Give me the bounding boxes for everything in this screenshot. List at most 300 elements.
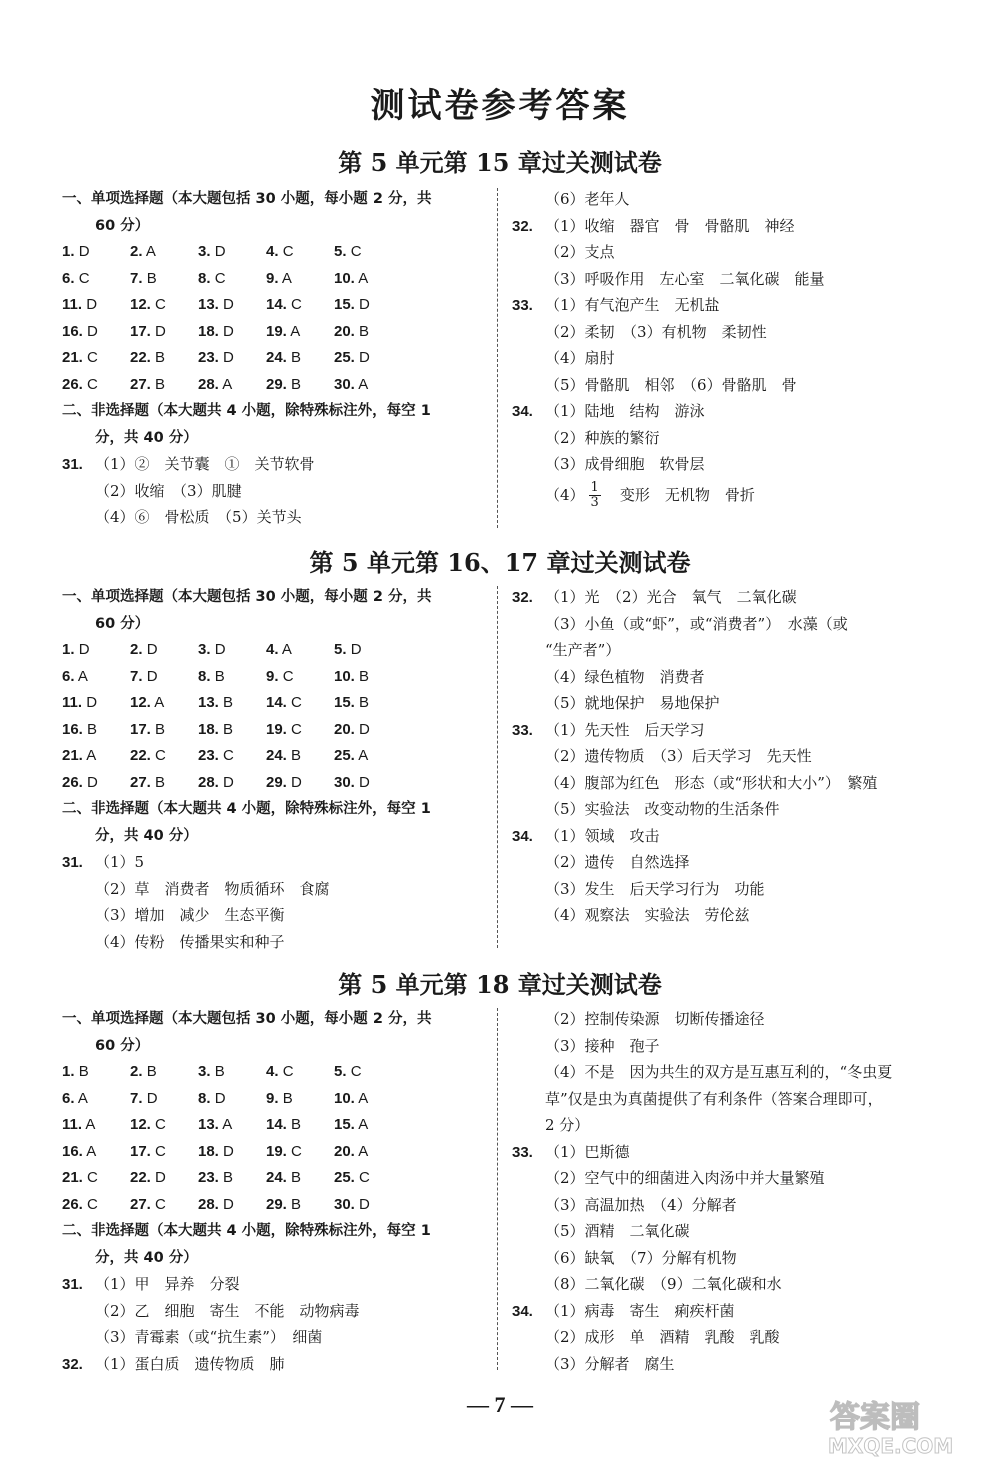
mc-question-number: 29. bbox=[266, 1195, 287, 1213]
question-number: 31. bbox=[62, 854, 83, 871]
mc-choice: B bbox=[291, 349, 302, 366]
answer-line bbox=[512, 637, 952, 664]
mc-question-number: 17. bbox=[130, 1142, 151, 1160]
mc-question-number: 3. bbox=[198, 243, 211, 260]
column-divider bbox=[497, 188, 498, 528]
mc-question-number: 29. bbox=[266, 375, 287, 393]
answer-text: （4）传粉 传播果实和种子 bbox=[95, 932, 285, 951]
mc-answer bbox=[62, 743, 130, 770]
mc-answer bbox=[198, 1192, 266, 1219]
mc-answer bbox=[130, 664, 198, 691]
mc-choice: C bbox=[282, 1063, 294, 1080]
mc-question-number: 17. bbox=[130, 720, 151, 738]
answer-line bbox=[512, 239, 952, 266]
mc-question-number: 8. bbox=[198, 1089, 211, 1107]
answer-line bbox=[62, 1351, 492, 1378]
mc-answer bbox=[266, 345, 334, 372]
answer-text: （2）乙 细胞 寄生 不能 动物病毒 bbox=[95, 1301, 360, 1320]
mc-choice: B bbox=[87, 720, 98, 738]
mc-answer bbox=[198, 690, 266, 717]
mc-answer bbox=[266, 319, 334, 346]
mc-question-number: 1. bbox=[62, 1063, 75, 1080]
mc-choice: C bbox=[214, 269, 226, 287]
mc-choice: B bbox=[146, 269, 157, 287]
mc-choice: D bbox=[223, 773, 234, 791]
mc-answer bbox=[266, 743, 334, 770]
mc-choice: D bbox=[155, 322, 166, 340]
mc-answer bbox=[198, 1112, 266, 1139]
mc-choice: A bbox=[77, 1089, 88, 1107]
mc-choice: B bbox=[291, 1116, 302, 1133]
mc-choice: D bbox=[359, 296, 370, 313]
mc-choice: C bbox=[350, 1063, 362, 1080]
mc-question-number: 6. bbox=[62, 269, 75, 287]
mc-choice: B bbox=[282, 1089, 293, 1107]
mc-choice: C bbox=[291, 720, 302, 738]
mc-answer bbox=[62, 266, 130, 293]
answer-text: （3）成骨细胞 软骨层 bbox=[545, 455, 705, 473]
mc-answer bbox=[198, 770, 266, 797]
mc-choice: D bbox=[86, 296, 98, 313]
mc-answer bbox=[198, 292, 266, 319]
mc-answer bbox=[334, 637, 402, 664]
answer-line bbox=[62, 1298, 492, 1325]
answer-text: （2）柔韧 （3）有机物 柔韧性 bbox=[545, 322, 767, 341]
mc-choice: C bbox=[87, 1195, 98, 1213]
mc-question-number: 10. bbox=[334, 667, 355, 685]
question-number: 32. bbox=[512, 217, 533, 235]
mc-choice: D bbox=[359, 349, 370, 366]
page-title: 测试卷参考答案 bbox=[370, 86, 630, 126]
mc-choice: D bbox=[223, 1195, 234, 1213]
mc-question-number: 15. bbox=[334, 296, 355, 313]
answer-text: （8）二氧化碳 （9）二氧化碳和水 bbox=[545, 1275, 782, 1293]
answer-line bbox=[512, 1139, 952, 1166]
answer-line bbox=[512, 398, 952, 425]
mc-question-number: 22. bbox=[130, 1169, 151, 1186]
mc-choice: C bbox=[291, 296, 302, 313]
mc-answer bbox=[334, 292, 402, 319]
answer-line bbox=[512, 690, 952, 717]
section-right-column bbox=[512, 584, 952, 929]
mc-choice: B bbox=[214, 1063, 225, 1080]
mc-answer-row bbox=[62, 292, 492, 319]
mc-choice: D bbox=[350, 641, 362, 658]
mc-question-number: 8. bbox=[198, 269, 211, 287]
mc-choice: C bbox=[291, 1142, 302, 1160]
answer-line bbox=[512, 1165, 952, 1192]
mc-question-number: 15. bbox=[334, 1116, 355, 1133]
mc-question-number: 19. bbox=[266, 322, 287, 340]
mc-header: 60 分） bbox=[95, 615, 150, 632]
mc-answer bbox=[198, 266, 266, 293]
mc-answer bbox=[130, 345, 198, 372]
mc-question-number: 2. bbox=[130, 1063, 143, 1080]
column-divider bbox=[497, 586, 498, 948]
mc-choice: B bbox=[214, 667, 225, 685]
non-mc-header: 分，共 40 分） bbox=[95, 429, 198, 446]
section-left-column bbox=[62, 584, 492, 955]
mc-question-number: 27. bbox=[130, 375, 151, 393]
answer-text: （5）酒精 二氧化碳 bbox=[545, 1222, 690, 1240]
mc-choice: D bbox=[146, 1089, 158, 1107]
mc-answer bbox=[130, 239, 198, 266]
answer-text: （3）小鱼（或“虾”，或“消费者”） 水藻（或 bbox=[545, 614, 848, 633]
mc-answer bbox=[198, 1139, 266, 1166]
mc-answer-row bbox=[62, 372, 492, 399]
non-mc-header: 二、非选择题（本大题共 4 小题，除特殊标注外，每空 1 bbox=[62, 1223, 431, 1239]
mc-answer bbox=[198, 239, 266, 266]
mc-answer bbox=[266, 1165, 334, 1192]
mc-answer bbox=[62, 770, 130, 797]
mc-choice: A bbox=[77, 667, 88, 685]
mc-choice: D bbox=[146, 667, 158, 685]
mc-answer bbox=[334, 770, 402, 797]
watermark-url: MXQE.COM bbox=[828, 1434, 954, 1457]
mc-choice: A bbox=[281, 641, 292, 658]
question-number: 33. bbox=[512, 1143, 533, 1161]
mc-question-number: 24. bbox=[266, 1169, 287, 1186]
mc-question-number: 12. bbox=[130, 694, 151, 711]
mc-answer bbox=[198, 743, 266, 770]
mc-choice: D bbox=[291, 773, 302, 791]
answer-text: （5）实验法 改变动物的生活条件 bbox=[545, 800, 780, 818]
answer-line bbox=[512, 451, 952, 478]
answer-line bbox=[512, 796, 952, 823]
mc-question-number: 2. bbox=[130, 243, 143, 260]
answer-line bbox=[512, 849, 952, 876]
answer-text: （1）蛋白质 遗传物质 肺 bbox=[95, 1354, 285, 1373]
mc-answer bbox=[266, 292, 334, 319]
mc-question-number: 13. bbox=[198, 1116, 219, 1133]
mc-choice: C bbox=[291, 694, 302, 711]
mc-answer-row bbox=[62, 1112, 492, 1139]
mc-answer bbox=[130, 743, 198, 770]
answer-text: （3）发生 后天学习行为 功能 bbox=[545, 879, 765, 898]
mc-answer bbox=[130, 1086, 198, 1113]
mc-answer bbox=[198, 664, 266, 691]
mc-answer-row bbox=[62, 1165, 492, 1192]
answer-text: （3）分解者 腐生 bbox=[545, 1354, 675, 1373]
mc-answer bbox=[130, 319, 198, 346]
answer-text: （6）缺氧 （7）分解有机物 bbox=[545, 1248, 737, 1267]
mc-question-number: 10. bbox=[334, 1089, 355, 1107]
answer-text: （4）不是 因为共生的双方是互惠互利的，“冬虫夏 bbox=[545, 1063, 893, 1081]
answer-line bbox=[512, 372, 952, 399]
non-mc-header: 分，共 40 分） bbox=[95, 827, 198, 844]
answer-text: （5）骨骼肌 相邻 （6）骨骼肌 骨 bbox=[545, 375, 797, 394]
answer-line bbox=[512, 823, 952, 850]
mc-answer bbox=[334, 345, 402, 372]
answer-text: （2）种族的繁衍 bbox=[545, 428, 660, 447]
mc-question-number: 30. bbox=[334, 375, 355, 393]
answer-text: （4）观察法 实验法 劳伦兹 bbox=[545, 906, 750, 924]
mc-answer bbox=[198, 1059, 266, 1086]
mc-choice: A bbox=[85, 1116, 96, 1133]
mc-answer bbox=[266, 1139, 334, 1166]
mc-answer bbox=[62, 1192, 130, 1219]
answer-text: （1）光 （2）光合 氧气 二氧化碳 bbox=[545, 588, 797, 606]
mc-choice: D bbox=[223, 296, 234, 313]
answer-text: （4）⑥ 骨松质 （5）关节头 bbox=[95, 508, 302, 526]
mc-question-number: 25. bbox=[334, 747, 355, 764]
mc-question-number: 6. bbox=[62, 667, 75, 685]
mc-question-number: 1. bbox=[62, 641, 75, 658]
mc-question-number: 9. bbox=[266, 269, 279, 287]
mc-choice: D bbox=[223, 1142, 234, 1160]
mc-question-number: 7. bbox=[130, 667, 143, 685]
mc-question-number: 26. bbox=[62, 1195, 83, 1213]
answer-line bbox=[62, 849, 492, 876]
answer-text: （2）遗传物质 （3）后天学习 先天性 bbox=[545, 747, 812, 765]
mc-answer bbox=[198, 372, 266, 399]
answer-text: （2）空气中的细菌进入肉汤中并大量繁殖 bbox=[545, 1169, 825, 1187]
mc-choice: A bbox=[222, 375, 233, 393]
mc-question-number: 15. bbox=[334, 694, 355, 711]
answer-line bbox=[512, 1006, 952, 1033]
mc-header: 一、单项选择题（本大题包括 30 小题，每小题 2 分，共 bbox=[62, 1011, 432, 1027]
answer-line bbox=[512, 611, 952, 638]
mc-answer bbox=[334, 319, 402, 346]
question-number: 33. bbox=[512, 721, 533, 739]
mc-question-number: 5. bbox=[334, 641, 347, 658]
mc-choice: D bbox=[78, 243, 90, 260]
mc-choice: B bbox=[155, 349, 166, 366]
mc-choice: B bbox=[291, 747, 302, 764]
answer-line bbox=[512, 478, 952, 514]
answer-text: （4） bbox=[545, 486, 585, 505]
mc-answer-row bbox=[62, 717, 492, 744]
mc-question-number: 17. bbox=[130, 322, 151, 340]
mc-header: 60 分） bbox=[95, 217, 150, 234]
mc-answer bbox=[62, 690, 130, 717]
answer-line bbox=[512, 1271, 952, 1298]
mc-question-number: 9. bbox=[266, 1089, 279, 1107]
section-title: 第 5 单元第 18 章过关测试卷 bbox=[338, 970, 662, 999]
mc-choice: B bbox=[359, 667, 370, 685]
mc-question-number: 14. bbox=[266, 296, 287, 313]
mc-choice: C bbox=[359, 1169, 370, 1186]
mc-choice: C bbox=[78, 269, 90, 287]
mc-choice: C bbox=[223, 747, 234, 764]
answer-text: （1）巴斯德 bbox=[545, 1142, 630, 1161]
mc-choice: C bbox=[87, 1169, 98, 1186]
mc-question-number: 23. bbox=[198, 1169, 219, 1186]
mc-question-number: 12. bbox=[130, 1116, 151, 1133]
answer-text: “生产者”） bbox=[545, 641, 621, 659]
answer-line bbox=[512, 1245, 952, 1272]
mc-answer bbox=[130, 690, 198, 717]
answer-text: （2）草 消费者 物质循环 食腐 bbox=[95, 879, 330, 898]
mc-question-number: 13. bbox=[198, 296, 219, 313]
watermark-logo bbox=[820, 1395, 995, 1457]
answer-line bbox=[512, 1351, 952, 1378]
mc-answer bbox=[266, 266, 334, 293]
mc-answer bbox=[334, 664, 402, 691]
mc-choice: B bbox=[223, 1169, 234, 1186]
mc-question-number: 7. bbox=[130, 1089, 143, 1107]
mc-answer bbox=[266, 637, 334, 664]
answer-line bbox=[512, 319, 952, 346]
non-mc-header: 二、非选择题（本大题共 4 小题，除特殊标注外，每空 1 bbox=[62, 801, 431, 817]
answer-text: 变形 无机物 骨折 bbox=[604, 486, 755, 505]
mc-answer bbox=[198, 637, 266, 664]
answer-text: （1）② 关节囊 ① 关节软骨 bbox=[95, 455, 315, 473]
answer-text: （2）支点 bbox=[545, 243, 615, 261]
question-number: 32. bbox=[62, 1355, 83, 1373]
mc-question-number: 10. bbox=[334, 269, 355, 287]
answer-line bbox=[512, 584, 952, 611]
mc-question-number: 3. bbox=[198, 641, 211, 658]
question-number: 34. bbox=[512, 403, 533, 420]
mc-choice: D bbox=[78, 641, 90, 658]
mc-answer-row bbox=[62, 266, 492, 293]
mc-question-number: 28. bbox=[198, 1195, 219, 1213]
answer-line bbox=[62, 876, 492, 903]
mc-answer bbox=[130, 1059, 198, 1086]
mc-answer bbox=[62, 717, 130, 744]
mc-answer bbox=[198, 1165, 266, 1192]
mc-question-number: 18. bbox=[198, 322, 219, 340]
mc-question-number: 25. bbox=[334, 349, 355, 366]
mc-question-number: 9. bbox=[266, 667, 279, 685]
mc-answer bbox=[334, 1165, 402, 1192]
answer-line bbox=[512, 1298, 952, 1325]
mc-question-number: 29. bbox=[266, 773, 287, 791]
mc-question-number: 4. bbox=[266, 641, 279, 658]
answer-text: （1）领域 攻击 bbox=[545, 826, 660, 845]
mc-answer bbox=[198, 345, 266, 372]
section-title: 第 5 单元第 16、17 章过关测试卷 bbox=[309, 548, 691, 577]
mc-answer-row bbox=[62, 1086, 492, 1113]
answer-line bbox=[62, 478, 492, 505]
mc-question-number: 28. bbox=[198, 375, 219, 393]
mc-answer-row bbox=[62, 1139, 492, 1166]
answer-line bbox=[512, 1112, 952, 1139]
question-number: 31. bbox=[62, 456, 83, 473]
mc-choice: C bbox=[155, 296, 166, 313]
answer-text: （3）高温加热 （4）分解者 bbox=[545, 1195, 737, 1214]
mc-header: 60 分） bbox=[95, 1037, 150, 1054]
mc-answer bbox=[62, 292, 130, 319]
mc-answer-row bbox=[62, 664, 492, 691]
answer-line bbox=[512, 770, 952, 797]
answer-line bbox=[512, 345, 952, 372]
mc-choice: A bbox=[358, 1142, 369, 1160]
answer-text: （3）呼吸作用 左心室 二氧化碳 能量 bbox=[545, 269, 825, 288]
mc-answer bbox=[334, 1112, 402, 1139]
question-number: 34. bbox=[512, 827, 533, 845]
answer-line bbox=[512, 902, 952, 929]
mc-answer bbox=[130, 266, 198, 293]
mc-answer bbox=[266, 372, 334, 399]
answer-text: （1）病毒 寄生 痢疾杆菌 bbox=[545, 1301, 735, 1320]
mc-choice: A bbox=[86, 1142, 97, 1160]
mc-answer bbox=[62, 1086, 130, 1113]
mc-choice: C bbox=[87, 349, 98, 366]
mc-choice: A bbox=[290, 322, 301, 340]
section-left-column bbox=[62, 186, 492, 531]
mc-answer-row bbox=[62, 1059, 492, 1086]
mc-answer bbox=[198, 717, 266, 744]
mc-choice: D bbox=[87, 773, 98, 791]
mc-choice: A bbox=[358, 1089, 369, 1107]
mc-question-number: 7. bbox=[130, 269, 143, 287]
mc-choice: C bbox=[155, 1116, 166, 1133]
answer-text: （5）就地保护 易地保护 bbox=[545, 694, 720, 712]
non-mc-header: 二、非选择题（本大题共 4 小题，除特殊标注外，每空 1 bbox=[62, 403, 431, 419]
mc-question-number: 21. bbox=[62, 349, 83, 366]
mc-answer bbox=[266, 690, 334, 717]
mc-choice: B bbox=[155, 773, 166, 791]
question-number: 33. bbox=[512, 297, 533, 314]
mc-answer-row bbox=[62, 319, 492, 346]
mc-choice: D bbox=[214, 243, 226, 260]
mc-question-number: 1. bbox=[62, 243, 75, 260]
mc-answer-row bbox=[62, 345, 492, 372]
answer-line bbox=[62, 1271, 492, 1298]
mc-answer-row bbox=[62, 1192, 492, 1219]
answer-line bbox=[512, 213, 952, 240]
mc-choice: B bbox=[155, 720, 166, 738]
non-mc-header: 分，共 40 分） bbox=[95, 1249, 198, 1266]
mc-answer bbox=[130, 717, 198, 744]
mc-question-number: 30. bbox=[334, 1195, 355, 1213]
mc-question-number: 22. bbox=[130, 349, 151, 366]
mc-answer bbox=[130, 637, 198, 664]
mc-question-number: 18. bbox=[198, 1142, 219, 1160]
mc-answer bbox=[334, 743, 402, 770]
mc-choice: D bbox=[214, 641, 226, 658]
mc-question-number: 11. bbox=[62, 694, 83, 711]
answer-text: （4）腹部为红色 形态（或“形状和大小”） 繁殖 bbox=[545, 773, 878, 792]
mc-question-number: 19. bbox=[266, 1142, 287, 1160]
mc-question-number: 30. bbox=[334, 773, 355, 791]
mc-question-number: 13. bbox=[198, 694, 219, 711]
answer-text: （2）遗传 自然选择 bbox=[545, 853, 690, 871]
mc-question-number: 16. bbox=[62, 720, 83, 738]
mc-answer bbox=[62, 239, 130, 266]
mc-answer bbox=[62, 319, 130, 346]
mc-choice: D bbox=[146, 641, 158, 658]
answer-text: （1）陆地 结构 游泳 bbox=[545, 402, 705, 420]
page-number: — 7 — bbox=[467, 1392, 533, 1417]
mc-answer-row bbox=[62, 770, 492, 797]
mc-choice: D bbox=[359, 1195, 370, 1213]
mc-question-number: 18. bbox=[198, 720, 219, 738]
mc-question-number: 24. bbox=[266, 349, 287, 366]
mc-answer bbox=[266, 664, 334, 691]
mc-question-number: 26. bbox=[62, 773, 83, 791]
mc-answer bbox=[62, 1165, 130, 1192]
answer-line bbox=[512, 1059, 952, 1086]
mc-question-number: 25. bbox=[334, 1169, 355, 1186]
column-divider bbox=[497, 1008, 498, 1370]
mc-answer bbox=[334, 1139, 402, 1166]
question-number: 32. bbox=[512, 589, 533, 606]
question-number: 34. bbox=[512, 1302, 533, 1320]
answer-text: （3）青霉素（或“抗生素”） 细菌 bbox=[95, 1328, 323, 1346]
mc-question-number: 4. bbox=[266, 243, 279, 260]
mc-answer bbox=[130, 1192, 198, 1219]
mc-choice: D bbox=[223, 349, 234, 366]
mc-answer bbox=[62, 664, 130, 691]
mc-header: 一、单项选择题（本大题包括 30 小题，每小题 2 分，共 bbox=[62, 191, 432, 207]
mc-answer bbox=[266, 1059, 334, 1086]
mc-question-number: 21. bbox=[62, 1169, 83, 1186]
mc-choice: C bbox=[282, 667, 294, 685]
answer-text: （2）成形 单 酒精 乳酸 乳酸 bbox=[545, 1328, 780, 1346]
